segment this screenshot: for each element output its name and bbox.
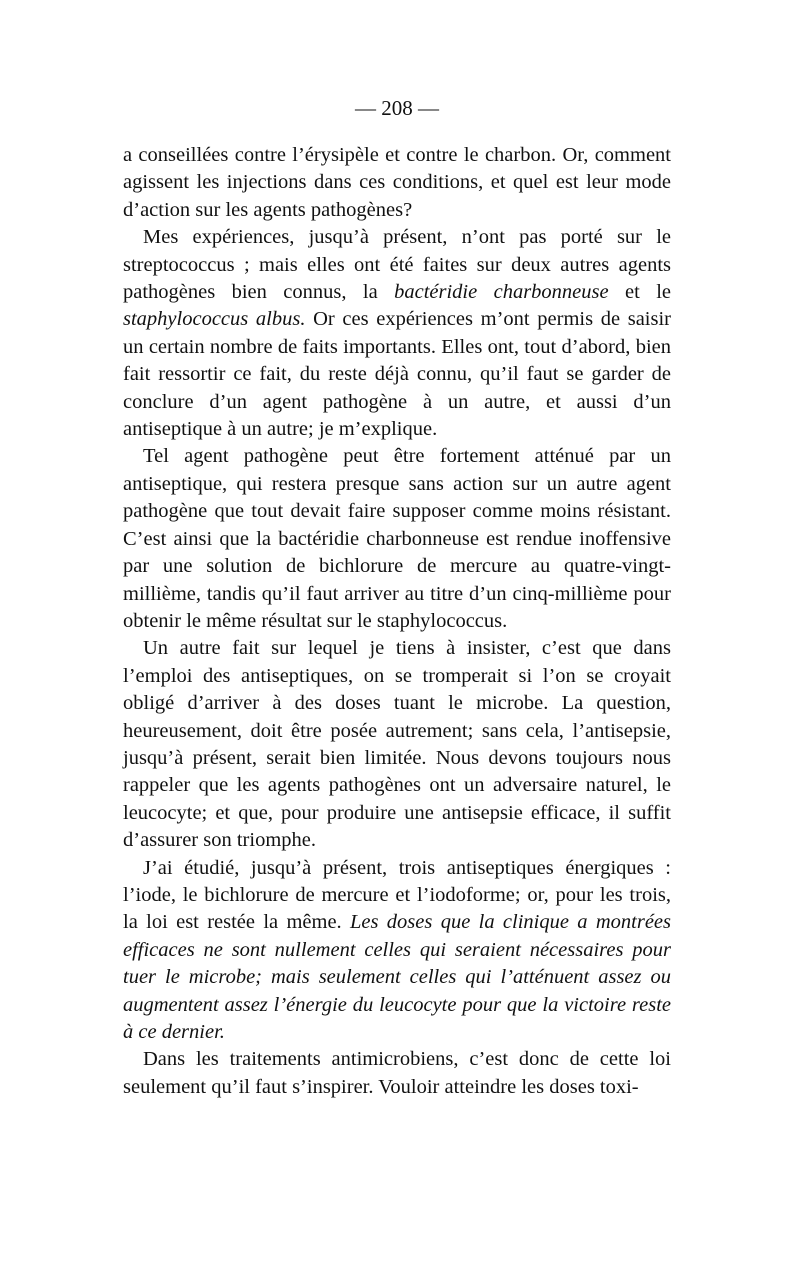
page-number: — 208 — bbox=[355, 96, 439, 120]
book-page bbox=[123, 96, 671, 1101]
text-run: Tel agent pathogène peut être fortement atténué par un antiseptique, qui restera presque sans action sur un autre agent pathogène que tout devait faire supposer comme moins résistant. C’est ainsi que la bactéridie charbonneuse est rendue inoffensive par une solution de bichlorure de mercure au quatre-vingt-millième, tandis qu’il faut arriver au titre d’un cinq-millième pour obtenir le même résultat sur le staphylococcus. bbox=[123, 445, 671, 632]
italic-text-run: Les doses que la clinique a montrées efficaces ne sont nullement celles qui seraient nécessaires pour tuer le microbe; mais seulement celles qui l’atténuent assez ou augmentent assez l’énergie du leucocyte pour que la victoire reste à ce dernier. bbox=[123, 911, 671, 1043]
text-run: a conseillées contre l’érysipèle et contre le charbon. Or, comment agissent les injections dans ces conditions, et quel est leur mode d’action sur les agents pathogènes? bbox=[123, 144, 671, 221]
paragraph bbox=[123, 1046, 671, 1101]
text-run: Dans les traitements antimicrobiens, c’est donc de cette loi seulement qu’il faut s’inspirer. Vouloir atteindre les doses toxi- bbox=[123, 1048, 671, 1098]
paragraph bbox=[123, 635, 671, 854]
text-run: J’ai étudié, jusqu’à présent, trois antiseptiques énergiques : l’iode, le bichlorure de mercure et l’iodoforme; or, pour les trois, la loi est restée la même. bbox=[123, 856, 671, 934]
text-run: et le bbox=[608, 281, 671, 304]
paragraph bbox=[123, 142, 671, 224]
text-run: Un autre fait sur lequel je tiens à insister, c’est que dans l’emploi des antiseptiques, on se tromperait si l’on se croyait obligé d’arriver à des doses tuant le microbe. La question, heureusement, doit être posée autrement; sans cela, l’antisepsie, jusqu’à présent, serait bien limitée. Nous devons toujours nous rappeler que les agents pathogènes ont un adversaire naturel, le leucocyte; et que, pour produire une antisepsie efficace, il suffit d’assurer son triomphe. bbox=[123, 637, 671, 852]
text-run: Mes expériences, jusqu’à présent, n’ont pas porté sur le streptococcus ; mais elles ont été faites sur deux autres agents pathogènes bien connus, la bbox=[123, 226, 671, 304]
italic-text-run: bactéridie charbonneuse bbox=[394, 281, 609, 304]
text-run: Or ces expériences m’ont permis de saisir un certain nombre de faits importants. Elles ont, tout d’abord, bien fait ressortir ce fait, du reste déjà connu, qu’il faut se garder de conclure d’un agent pathogène à un autre, et aussi d’un antiseptique à un autre; je m’explique. bbox=[123, 308, 671, 441]
paragraph bbox=[123, 443, 671, 635]
paragraph bbox=[123, 224, 671, 443]
paragraph bbox=[123, 855, 671, 1047]
text-body bbox=[123, 142, 671, 1101]
italic-text-run: staphylococcus albus. bbox=[123, 308, 306, 331]
